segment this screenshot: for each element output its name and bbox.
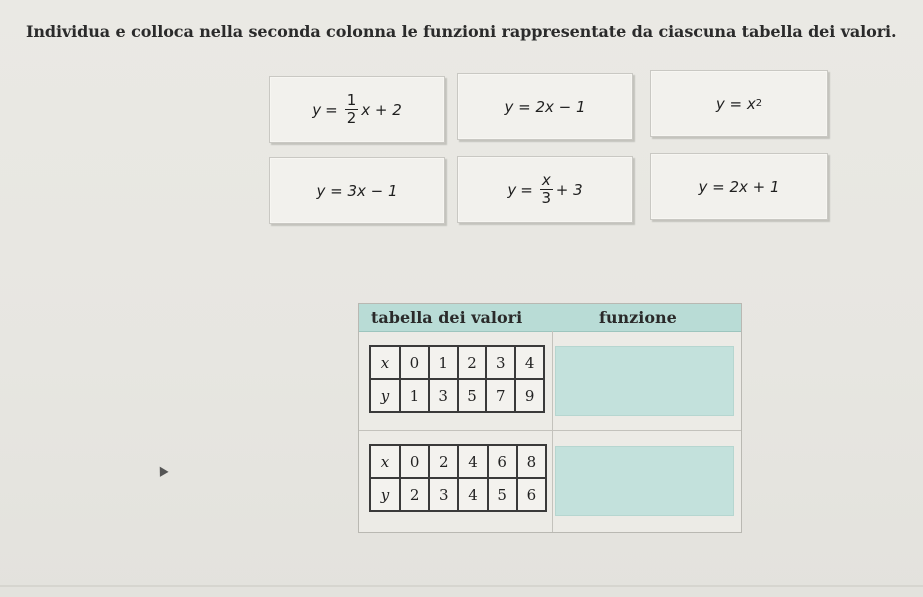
card-eq: = [520,180,533,199]
bottom-divider [0,585,923,587]
exponent: 2 [755,98,763,109]
y-value: 9 [515,379,544,412]
column-divider [552,331,553,532]
values-table-2 [369,444,547,512]
table-row [370,445,546,478]
function-card-half-x-plus-2[interactable] [269,76,445,143]
x-value: 4 [458,445,487,478]
fraction-denominator: 3 [541,189,552,207]
table-row [370,346,544,379]
y-value: 5 [488,478,517,511]
card-equation: y = 3x − 1 [316,181,398,200]
x-value: 8 [517,445,546,478]
fraction-numerator: x [541,171,551,189]
x-label: x [370,346,400,379]
x-value: 1 [429,346,458,379]
x-value: 2 [458,346,487,379]
y-value: 1 [400,379,429,412]
y-value: 2 [400,478,429,511]
table-row [370,379,544,412]
x-value: 6 [488,445,517,478]
y-label: y [370,379,400,412]
values-table-1 [369,345,545,413]
function-card-2x-minus-1[interactable] [457,73,633,140]
y-value: 4 [458,478,487,511]
matching-table [358,303,742,533]
header-function: funzione [599,308,677,327]
x-value: 4 [515,346,544,379]
card-y: y [507,180,517,199]
x-label: x [370,445,400,478]
function-card-x-over-3-plus-3[interactable] [457,156,633,223]
x-value: 0 [400,346,429,379]
function-card-x-squared[interactable] [650,70,828,137]
function-card-2x-plus-1[interactable] [650,153,828,220]
card-eq: = [325,100,338,119]
card-equation: y = x [715,94,756,113]
y-value: 7 [486,379,515,412]
row-divider [359,430,741,431]
x-value: 2 [429,445,458,478]
fraction-numerator: 1 [346,91,357,109]
card-rest: x + 2 [361,100,402,119]
mouse-pointer-icon [155,464,168,477]
card-rest: + 3 [555,180,583,199]
card-y: y [312,100,322,119]
y-value: 5 [458,379,487,412]
x-value: 3 [486,346,515,379]
y-value: 6 [517,478,546,511]
fraction [540,173,553,206]
y-value: 3 [429,379,458,412]
function-drop-zone-2[interactable] [555,446,734,516]
function-card-3x-minus-1[interactable] [269,157,445,224]
instruction-text: Individua e colloca nella seconda colonna le funzioni rappresentate da ciascuna tabella dei valori. [26,22,897,41]
fraction [345,93,359,126]
card-equation: y = 2x + 1 [698,177,780,196]
y-value: 3 [429,478,458,511]
table-header [359,304,741,332]
table-row [370,478,546,511]
function-drop-zone-1[interactable] [555,346,734,416]
card-equation: y = 2x − 1 [504,97,586,116]
fraction-denominator: 2 [346,109,357,127]
x-value: 0 [400,445,429,478]
header-values-table: tabella dei valori [371,308,523,327]
y-label: y [370,478,400,511]
